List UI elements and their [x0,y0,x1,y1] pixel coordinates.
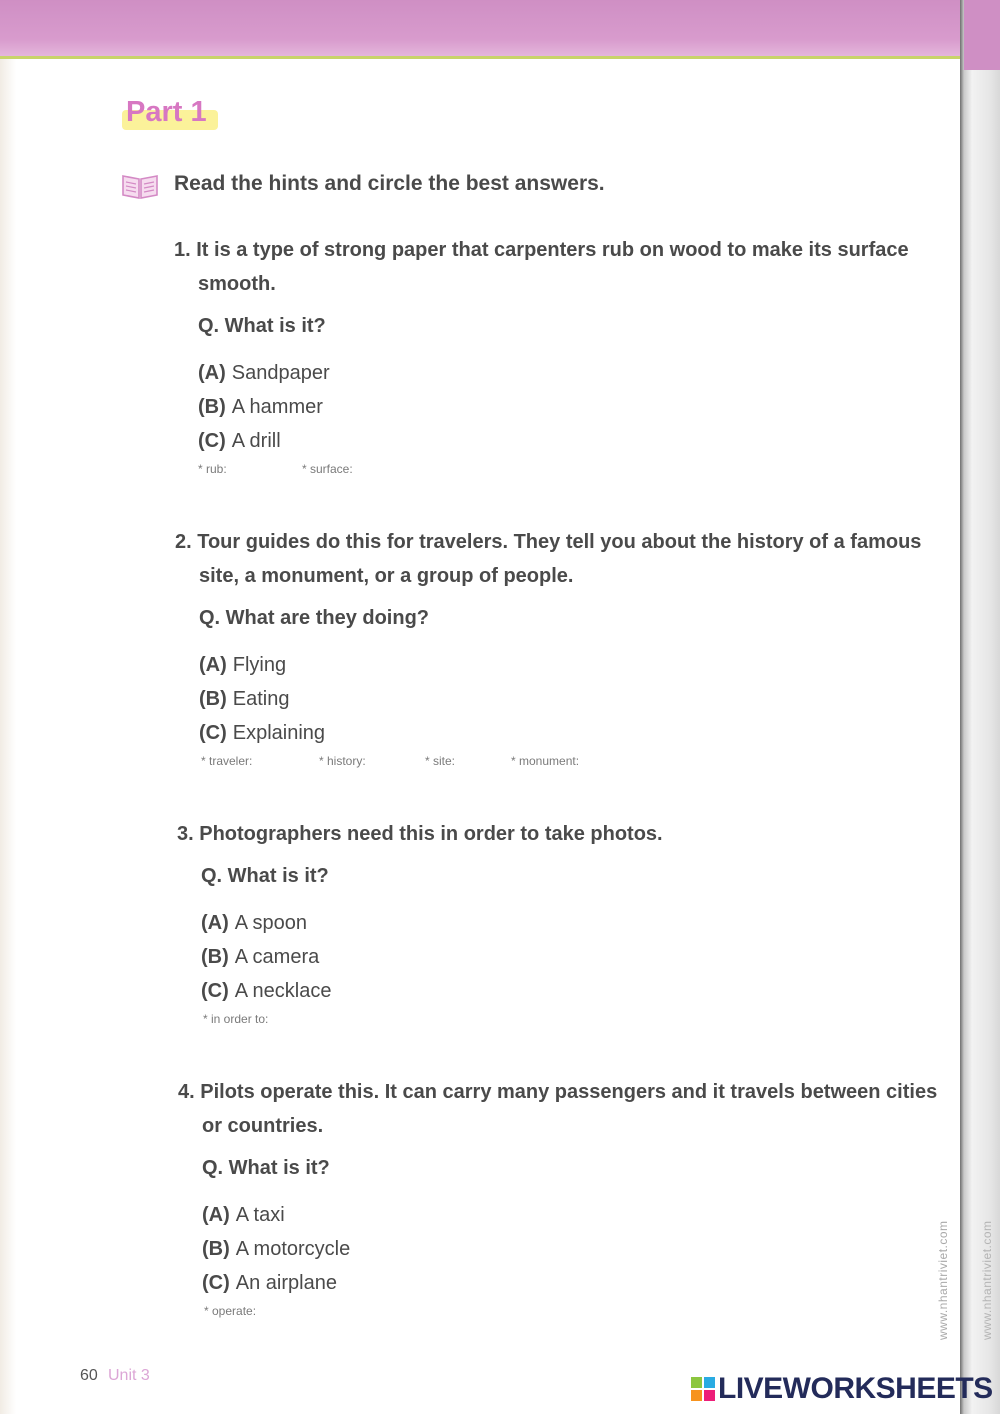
option-letter: (C) [198,430,226,452]
book-icon [120,170,160,200]
vocab-item: * surface: [302,462,353,476]
option-b[interactable] [202,1232,938,1266]
option-label: A motorcycle [235,1238,351,1260]
option-letter: (B) [199,688,227,710]
question-2 [175,525,935,772]
vocab-item: * site: [425,754,456,768]
option-b[interactable] [201,940,937,974]
option-letter: (C) [199,722,227,744]
vocab-hints [175,754,935,772]
option-a[interactable] [199,648,935,682]
option-c[interactable] [198,424,934,458]
option-letter: (A) [198,362,226,384]
part-title [122,96,218,132]
option-letter: (A) [201,912,229,934]
answer-options [177,906,937,1008]
question-3 [177,817,937,1030]
option-letter: (B) [198,396,226,418]
liveworksheets-watermark [690,1370,993,1406]
option-label: A spoon [234,912,308,934]
option-label: An airplane [235,1272,337,1294]
option-c[interactable] [202,1266,938,1300]
vocab-item: * history: [319,754,366,768]
option-letter: (B) [201,946,229,968]
vocab-item: * traveler: [201,754,253,768]
question-text: 4. Pilots operate this. It can carry many passengers and it travels between cities or countries. [178,1081,938,1137]
option-letter: (C) [201,980,229,1002]
option-letter: (A) [199,654,227,676]
vocab-item: * monument: [511,754,580,768]
vocab-hints [178,1304,938,1322]
header-band [0,0,962,56]
option-a[interactable] [201,906,937,940]
option-label: Eating [232,688,290,710]
part-title-text: Part 1 [126,96,207,128]
vocab-hints [174,462,934,480]
instruction [120,168,720,204]
option-label: Sandpaper [231,362,330,384]
option-letter: (C) [202,1272,230,1294]
question-text: 1. It is a type of strong paper that carpenters rub on wood to make its surface smooth. [174,239,909,295]
question-prompt: Q. What are they doing? [199,607,430,629]
option-b[interactable] [199,682,935,716]
option-b[interactable] [198,390,934,424]
vocab-item: * in order to: [203,1012,269,1026]
option-letter: (A) [202,1204,230,1226]
vocab-item: * rub: [198,462,227,476]
option-label: A taxi [235,1204,285,1226]
option-a[interactable] [198,356,934,390]
option-c[interactable] [201,974,937,1008]
vocab-item: * operate: [204,1304,257,1318]
question-prompt: Q. What is it? [198,315,326,337]
liveworksheets-logo-icon [690,1376,716,1402]
option-label: Flying [232,654,287,676]
page-number: 60 [80,1367,98,1384]
question-1 [174,233,934,480]
spine-band [964,0,1000,70]
option-label: A camera [234,946,320,968]
answer-options [178,1198,938,1300]
unit-label: Unit 3 [108,1367,150,1384]
option-c[interactable] [199,716,935,750]
question-prompt: Q. What is it? [202,1157,330,1179]
question-text: 2. Tour guides do this for travelers. They tell you about the history of a famous site, a monument, or a group of people. [175,531,922,587]
question-4 [178,1075,938,1322]
option-label: A hammer [231,396,323,418]
answer-options [175,648,935,750]
spine-watermark-2: www.nhantriviet.com [980,1220,994,1340]
answer-options [174,356,934,458]
option-label: A drill [231,430,281,452]
option-label: Explaining [232,722,326,744]
instruction-text: Read the hints and circle the best answers. [174,172,605,195]
option-letter: (B) [202,1238,230,1260]
option-a[interactable] [202,1198,938,1232]
liveworksheets-brand: LIVEWORKSHEETS [718,1372,993,1405]
page-edge-shadow [0,0,16,1414]
spine-watermark: www.nhantriviet.com [936,1220,950,1340]
option-label: A necklace [234,980,332,1002]
question-prompt: Q. What is it? [201,865,329,887]
question-text: 3. Photographers need this in order to take photos. [177,823,663,845]
vocab-hints [177,1012,937,1030]
header-rule [0,56,962,59]
